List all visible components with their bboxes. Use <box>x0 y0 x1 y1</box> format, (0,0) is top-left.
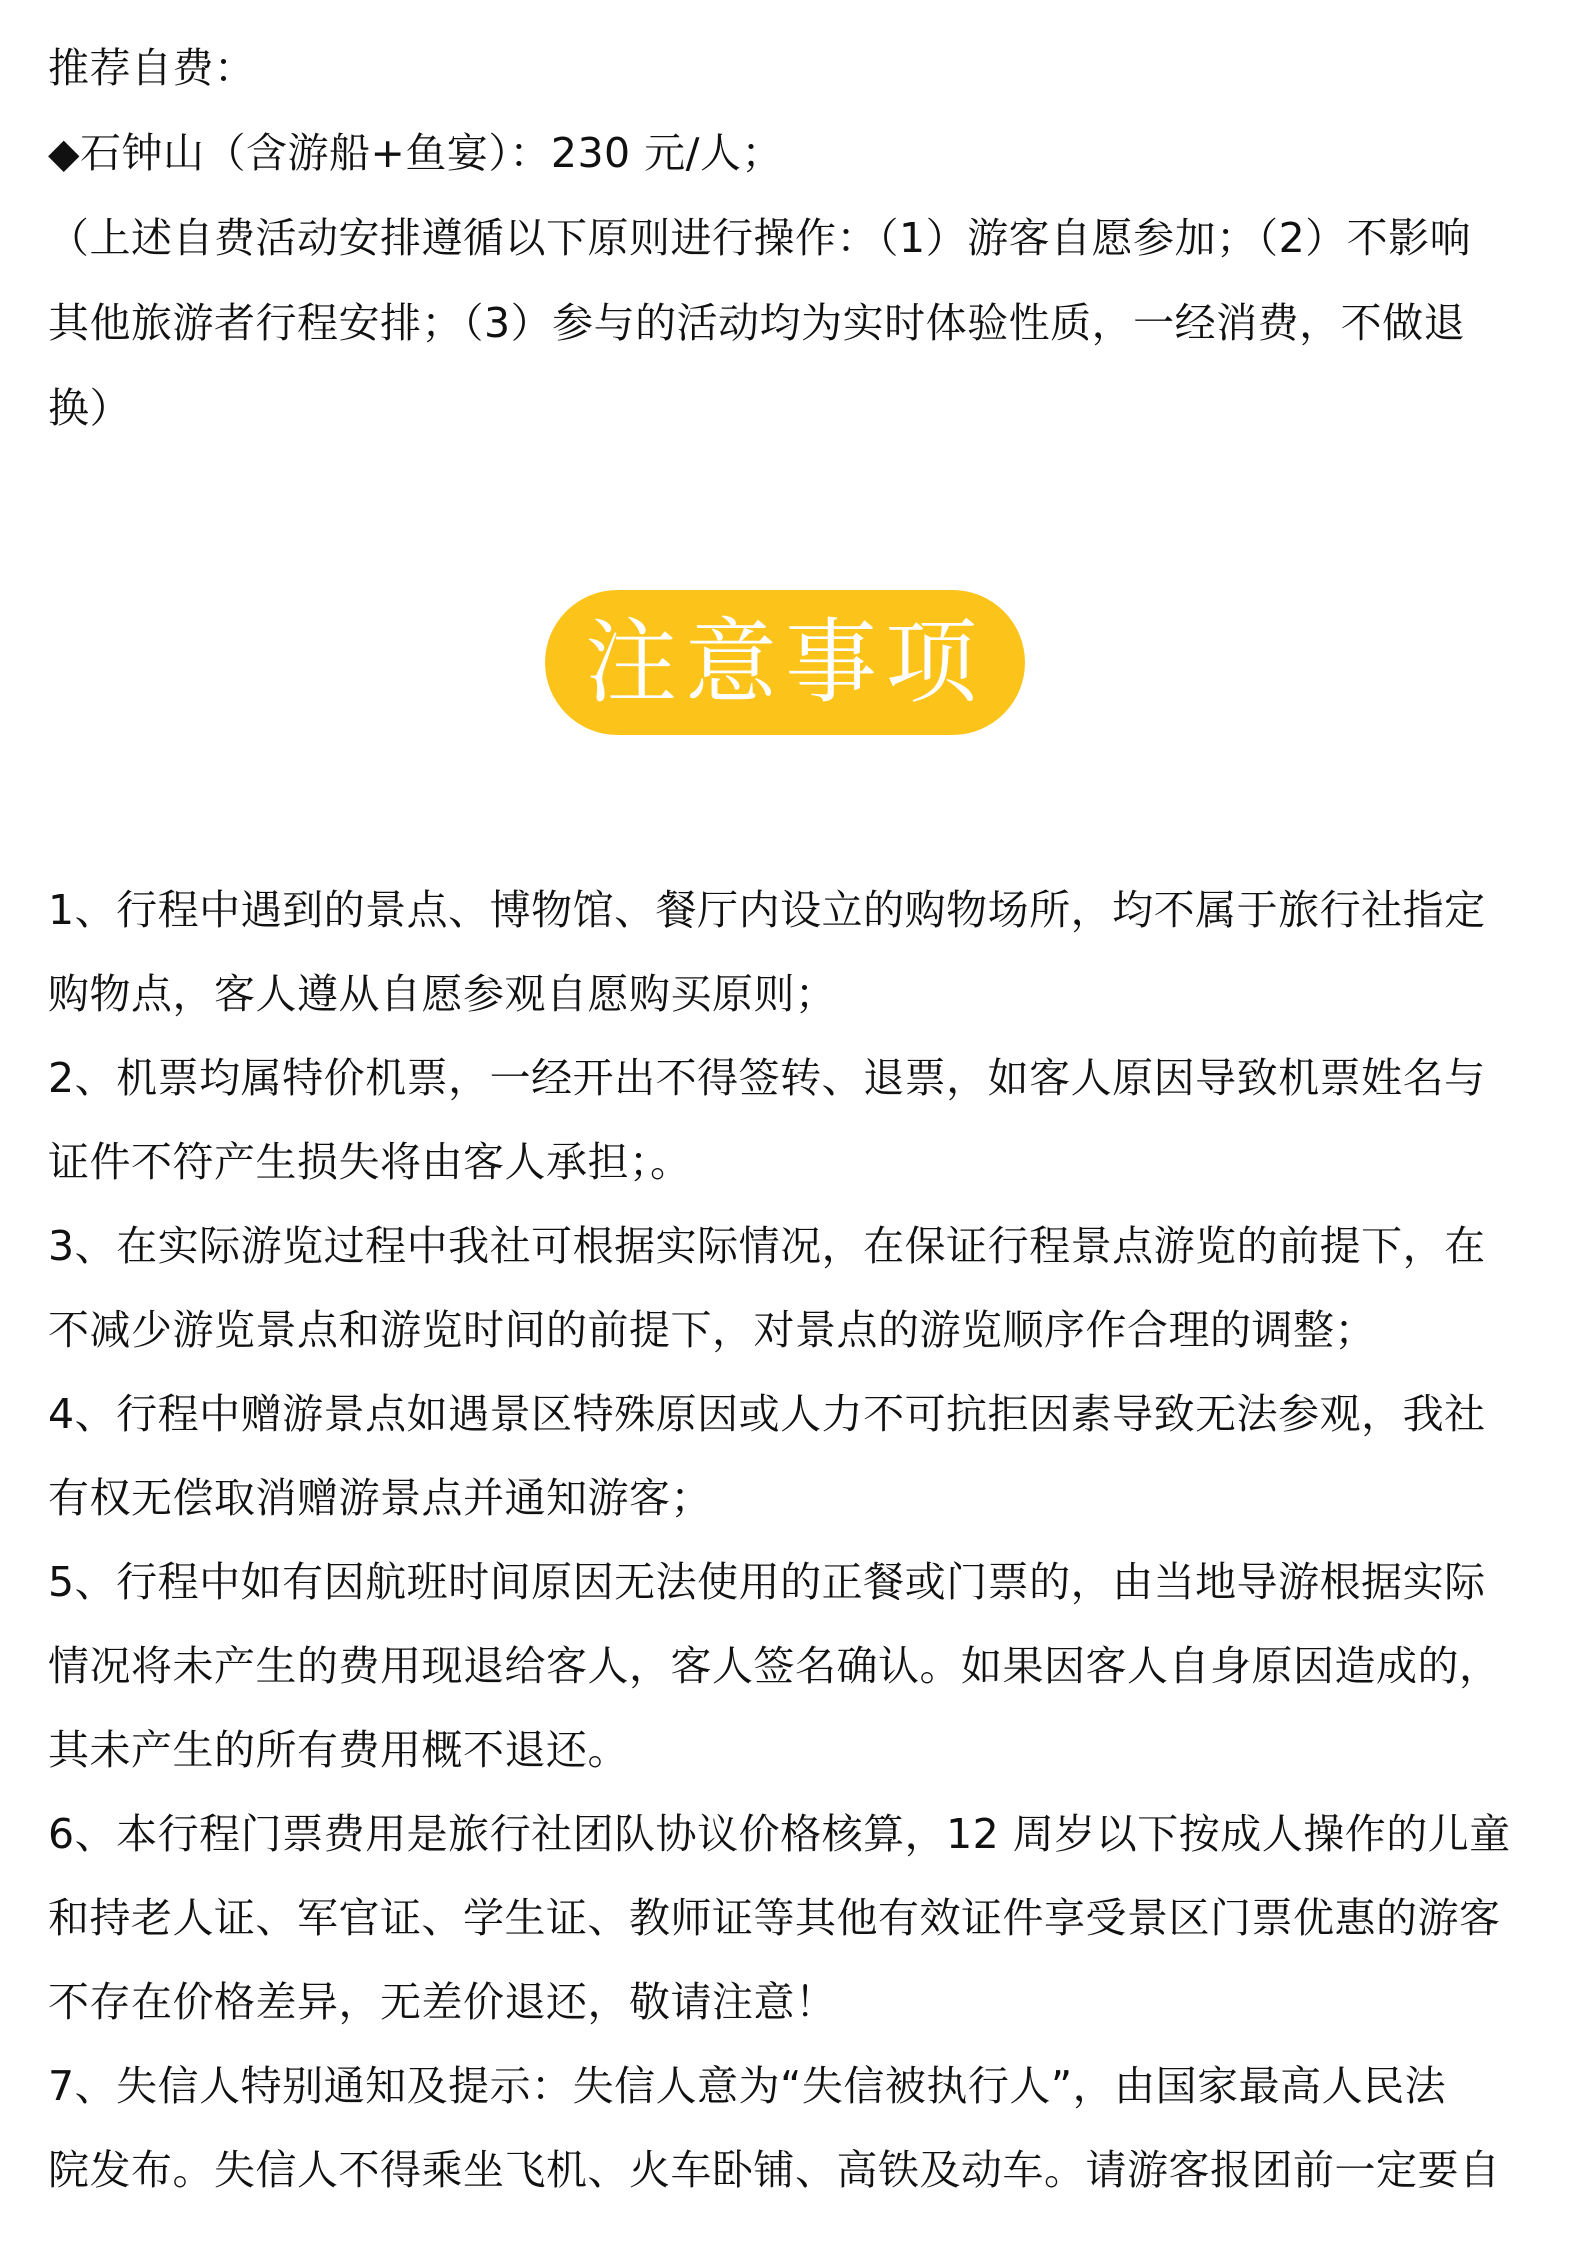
section-title: 注意事项 <box>584 608 985 716</box>
note-line-2: 购物点，客人遵从自愿参观自愿购买原则； <box>48 970 837 1018</box>
note-line-3: 2、机票均属特价机票，一经开出不得签转、退票，如客人原因导致机票姓名与 <box>48 1054 1486 1102</box>
intro-line-1: 推荐自费： <box>48 44 256 92</box>
note-line-10: 情况将未产生的费用现退给客人，客人签名确认。如果因客人自身原因造成的， <box>48 1642 1501 1690</box>
note-line-6: 不减少游览景点和游览时间的前提下，对景点的游览顺序作合理的调整； <box>48 1306 1376 1354</box>
note-line-13: 和持老人证、军官证、学生证、教师证等其他有效证件享受景区门票优惠的游客 <box>48 1894 1501 1942</box>
note-line-4: 证件不符产生损失将由客人承担；。 <box>48 1138 692 1186</box>
intro-line-4: 其他旅游者行程安排；（3）参与的活动均为实时体验性质，一经消费，不做退 <box>48 299 1466 347</box>
note-line-15: 7、失信人特别通知及提示：失信人意为“失信被执行人”，由国家最高人民法 <box>48 2062 1447 2110</box>
section-title-badge <box>545 590 1025 735</box>
note-line-9: 5、行程中如有因航班时间原因无法使用的正餐或门票的，由当地导游根据实际 <box>48 1558 1486 1606</box>
note-line-1: 1、行程中遇到的景点、博物馆、餐厅内设立的购物场所，均不属于旅行社指定 <box>48 886 1486 934</box>
intro-line-5: 换） <box>48 384 131 432</box>
note-line-11: 其未产生的所有费用概不退还。 <box>48 1726 629 1774</box>
note-line-14: 不存在价格差异，无差价退还，敬请注意！ <box>48 1978 837 2026</box>
note-line-8: 有权无偿取消赠游景点并通知游客； <box>48 1474 712 1522</box>
note-line-7: 4、行程中赠游景点如遇景区特殊原因或人力不可抗拒因素导致无法参观，我社 <box>48 1390 1486 1438</box>
note-line-5: 3、在实际游览过程中我社可根据实际情况，在保证行程景点游览的前提下，在 <box>48 1222 1486 1270</box>
intro-line-3: （上述自费活动安排遵循以下原则进行操作：（1）游客自愿参加；（2）不影响 <box>48 214 1472 262</box>
note-line-16: 院发布。失信人不得乘坐飞机、火车卧铺、高铁及动车。请游客报团前一定要自 <box>48 2146 1501 2194</box>
note-line-12: 6、本行程门票费用是旅行社团队协议价格核算，12 周岁以下按成人操作的儿童 <box>48 1810 1511 1858</box>
intro-line-2: ◆石钟山（含游船+鱼宴）：230 元/人； <box>48 129 783 177</box>
